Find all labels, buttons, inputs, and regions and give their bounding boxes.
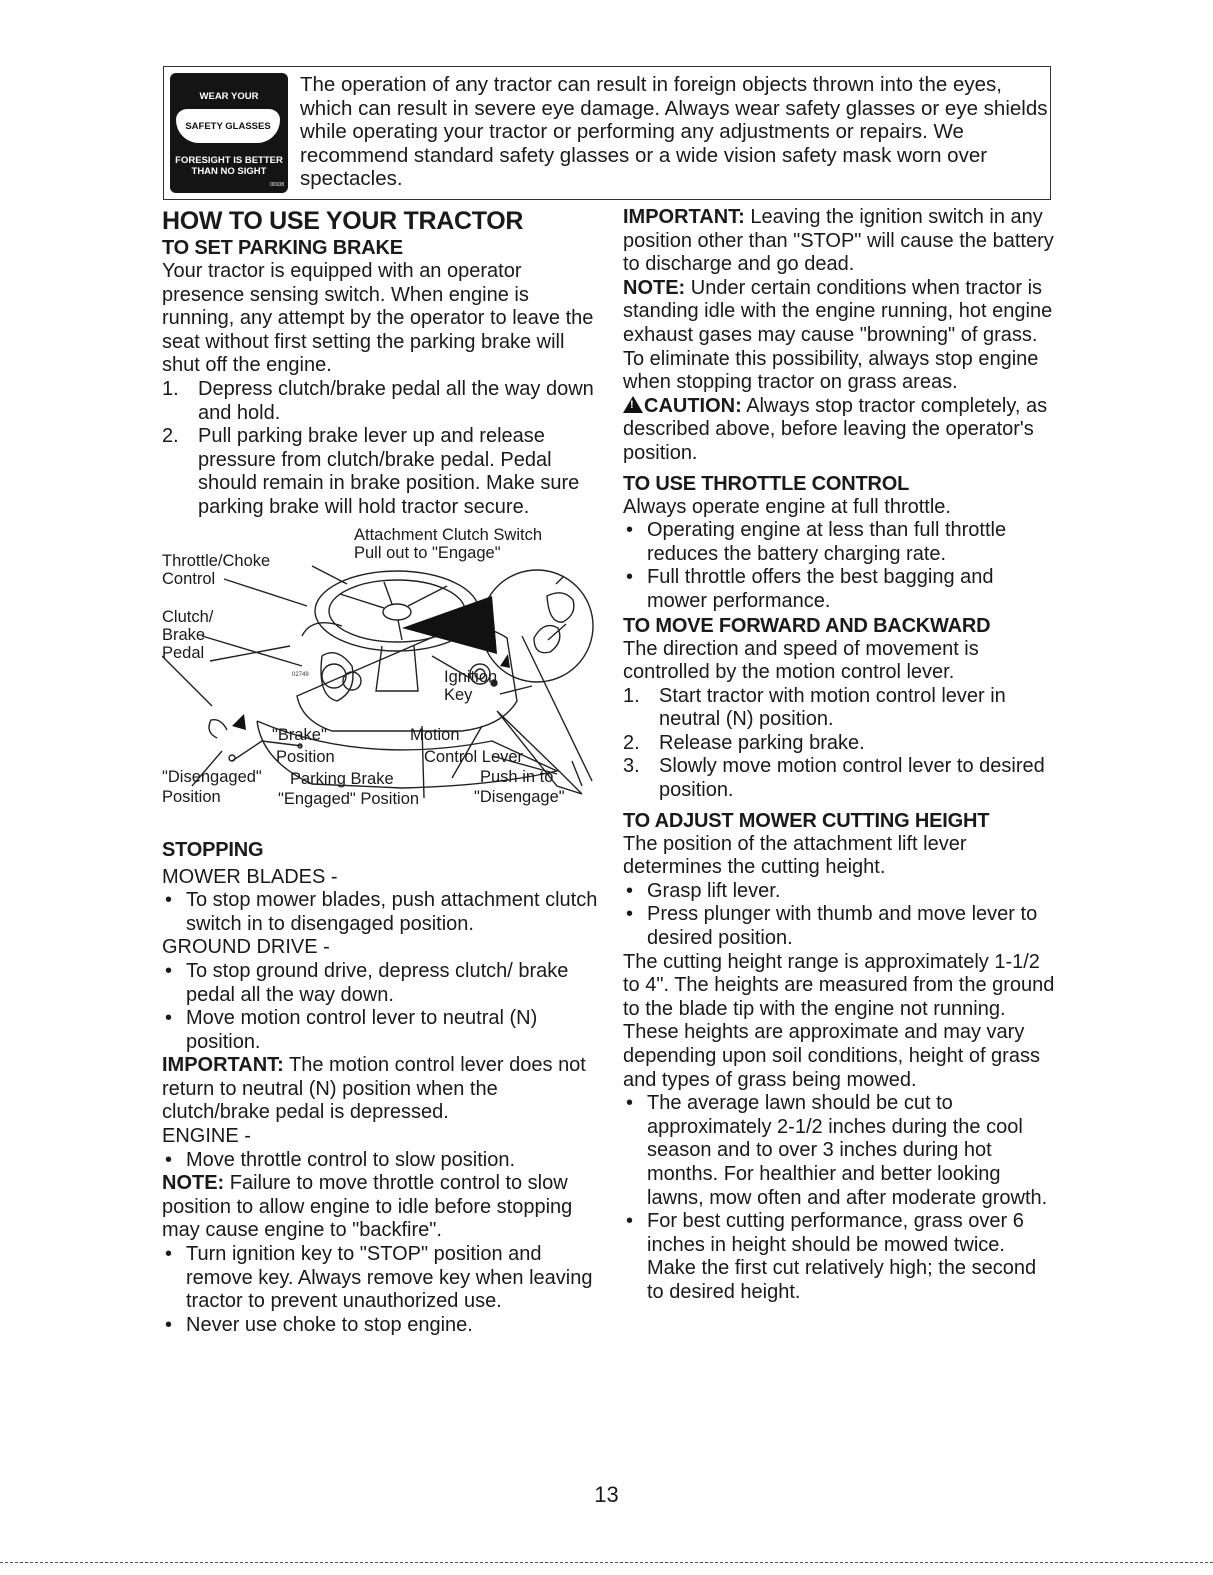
step-text: Start tractor with motion control lever in neutral (N) position. bbox=[659, 684, 1006, 731]
tractor-controls-figure bbox=[162, 526, 602, 846]
list-item bbox=[623, 732, 1055, 756]
important-paragraph bbox=[162, 1054, 600, 1125]
bullet-text: To stop ground drive, depress clutch/ brake pedal all the way down. bbox=[186, 959, 569, 1006]
step-number: 3. bbox=[623, 755, 640, 778]
step-number: 1. bbox=[162, 377, 179, 400]
throttle-heading: TO USE THROTTLE CONTROL bbox=[623, 472, 910, 495]
throttle-intro: Always operate engine at full throttle. bbox=[623, 495, 951, 518]
label-disengaged-position: Position bbox=[162, 787, 221, 806]
list-item: • Full throttle offers the best bagging and mower performance. bbox=[626, 566, 994, 612]
label-attachment-clutch-switch: Attachment Clutch Switch bbox=[354, 525, 542, 544]
list-item bbox=[623, 685, 1055, 732]
engine-label: ENGINE - bbox=[162, 1125, 251, 1148]
safety-glasses-badge bbox=[170, 73, 288, 193]
label-pull-out-engage: Pull out to "Engage" bbox=[354, 543, 501, 562]
height-intro: The position of the attachment lift lever determines the cutting height. bbox=[623, 832, 967, 879]
label-push-in-to: Push in to bbox=[480, 767, 554, 786]
label-ignition: Ignition bbox=[444, 667, 498, 686]
parking-brake-heading: TO SET PARKING BRAKE bbox=[162, 237, 403, 259]
left-column bbox=[162, 206, 600, 1337]
note-paragraph bbox=[162, 1172, 600, 1243]
label-control: Control bbox=[162, 569, 216, 588]
move-steps bbox=[623, 685, 1055, 803]
figure-code: 02749 bbox=[292, 671, 309, 678]
bullet-text: Press plunger with thumb and move lever to desired position. bbox=[647, 903, 1038, 950]
throttle-list bbox=[623, 519, 1055, 613]
label-brake: Brake bbox=[162, 625, 206, 644]
label-parking-brake: Parking Brake bbox=[290, 769, 394, 788]
list-item bbox=[162, 425, 600, 519]
badge-line-4: THAN NO SIGHT bbox=[191, 166, 267, 177]
list-item: • To stop ground drive, depress clutch/ brake pedal all the way down. bbox=[165, 959, 569, 1006]
step-text: Release parking brake. bbox=[659, 731, 865, 754]
list-item: • Move throttle control to slow position. bbox=[165, 1148, 516, 1171]
mower-blades-list bbox=[162, 889, 600, 936]
bullet-text: Never use choke to stop engine. bbox=[186, 1313, 473, 1336]
label-engaged-position: "Engaged" Position bbox=[278, 789, 420, 808]
list-item: • Grasp lift lever. bbox=[626, 879, 781, 902]
parking-brake-steps bbox=[162, 378, 600, 520]
badge-line-1: WEAR YOUR bbox=[199, 91, 259, 102]
important-label: IMPORTANT: bbox=[623, 206, 745, 228]
engine-list bbox=[162, 1149, 600, 1173]
list-item: • To stop mower blades, push attachment clutch switch in to disengaged position. bbox=[165, 889, 598, 935]
caution-text: Always stop tractor completely, as described above, before leaving the operator's position. bbox=[623, 394, 1048, 464]
height-list bbox=[623, 880, 1055, 951]
list-item: • The average lawn should be cut to approximately 2-1/2 inches during the cool season and to over 3 inches during hot months. For healthier and better looking lawns, mow often and after moderate growth. bbox=[626, 1092, 1048, 1209]
bullet-text: Grasp lift lever. bbox=[647, 879, 781, 902]
note-text: Under certain conditions when tractor is standing idle with the engine running, hot engine exhaust gases may cause "browning" of grass. To eliminate this possibility, always stop engine when stopping tractor on grass areas. bbox=[623, 276, 1053, 394]
note-paragraph bbox=[623, 277, 1055, 395]
safety-glasses-icon bbox=[176, 109, 280, 143]
badge-line-3: FORESIGHT IS BETTER bbox=[175, 155, 283, 166]
engine-list-2 bbox=[162, 1243, 600, 1337]
step-text: Depress clutch/brake pedal all the way down and hold. bbox=[198, 377, 594, 424]
important-label: IMPORTANT: bbox=[162, 1054, 284, 1077]
step-number: 2. bbox=[162, 425, 179, 448]
label-pedal: Pedal bbox=[162, 643, 205, 662]
label-disengage: "Disengage" bbox=[474, 787, 565, 806]
bullet-text: Operating engine at less than full throttle reduces the battery charging rate. bbox=[647, 519, 1007, 565]
mower-blades-label: MOWER BLADES - bbox=[162, 865, 338, 888]
badge-line-2: SAFETY GLASSES bbox=[185, 121, 271, 132]
section-title: HOW TO USE YOUR TRACTOR bbox=[162, 207, 524, 235]
step-text: Pull parking brake lever up and release pressure from clutch/brake pedal. Pedal should remain in brake position. Make sure parking brake will hold tractor secure. bbox=[198, 425, 580, 518]
stopping-heading: STOPPING bbox=[162, 838, 264, 861]
caution-label: CAUTION: bbox=[644, 394, 742, 417]
list-item: • Move motion control lever to neutral (N) position. bbox=[165, 1007, 538, 1053]
right-column bbox=[623, 206, 1055, 1305]
label-key: Key bbox=[444, 685, 473, 704]
caution-paragraph bbox=[623, 395, 1055, 466]
ground-drive-list bbox=[162, 960, 600, 1054]
label-disengaged: "Disengaged" bbox=[162, 767, 262, 786]
parking-brake-intro: Your tractor is equipped with an operator presence sensing switch. When engine is running, any attempt by the operator to leave the seat without first setting the parking brake will shut off the engine. bbox=[162, 260, 594, 377]
page-number: 13 bbox=[594, 1482, 619, 1507]
list-item: • Turn ignition key to "STOP" position and remove key. Always remove key when leaving tractor to prevent unauthorized use. bbox=[165, 1243, 593, 1313]
label-clutch: Clutch/ bbox=[162, 607, 214, 626]
bullet-text: To stop mower blades, push attachment clutch switch in to disengaged position. bbox=[186, 889, 598, 935]
height-range: The cutting height range is approximately 1-1/2 to 4". The heights are measured from the ground to the blade tip with the engine not running. These heights are approximate and may vary depending upon soil conditions, height of grass and types of grass being mowed. bbox=[623, 950, 1055, 1091]
note-label: NOTE: bbox=[162, 1172, 225, 1195]
bullet-text: Move throttle control to slow position. bbox=[186, 1148, 516, 1171]
list-item: • Never use choke to stop engine. bbox=[165, 1313, 473, 1336]
list-item bbox=[623, 755, 1055, 802]
label-motion: Motion bbox=[410, 725, 460, 744]
bullet-text: For best cutting performance, grass over 6 inches in height should be mowed twice. Make the first cut relatively high; the second to desired height. bbox=[647, 1210, 1037, 1303]
important-text: The motion control lever does not return to neutral (N) position when the clutch/brake pedal is depressed. bbox=[162, 1054, 586, 1124]
ground-drive-label: GROUND DRIVE - bbox=[162, 936, 330, 959]
note-text: Failure to move throttle control to slow position to allow engine to idle before stopping may cause engine to "backfire". bbox=[162, 1172, 573, 1242]
list-item: • Press plunger with thumb and move lever to desired position. bbox=[626, 903, 1038, 950]
list-item: • For best cutting performance, grass over 6 inches in height should be mowed twice. Make the first cut relatively high; the second to desired height. bbox=[626, 1210, 1037, 1303]
important-text: Leaving the ignition switch in any position other than "STOP" will cause the battery to discharge and go dead. bbox=[623, 206, 1054, 276]
bullet-text: Move motion control lever to neutral (N) position. bbox=[186, 1007, 538, 1053]
step-text: Slowly move motion control lever to desired position. bbox=[659, 755, 1045, 802]
caution-triangle-icon bbox=[623, 396, 643, 413]
safety-warning-text: The operation of any tractor can result in foreign objects thrown into the eyes, which can result in severe eye damage. Always wear safety glasses or eye shields while operating your tractor or performing any adjustments or repairs. We recommend standard safety glasses or a wide vision safety mask worn over spectacles. bbox=[300, 73, 1048, 190]
bullet-text: Full throttle offers the best bagging and mower performance. bbox=[647, 566, 994, 612]
safety-warning-box bbox=[163, 66, 1051, 200]
label-position: Position bbox=[276, 747, 335, 766]
label-control-lever: Control Lever bbox=[424, 747, 524, 766]
bullet-text: Turn ignition key to "STOP" position and remove key. Always remove key when leaving tractor to prevent unauthorized use. bbox=[186, 1243, 593, 1313]
height-heading: TO ADJUST MOWER CUTTING HEIGHT bbox=[623, 809, 990, 832]
height-list-2 bbox=[623, 1092, 1055, 1304]
label-throttle-choke: Throttle/Choke bbox=[162, 551, 271, 570]
badge-code: 00108 bbox=[270, 182, 284, 188]
step-number: 2. bbox=[623, 731, 640, 754]
bullet-text: The average lawn should be cut to approximately 2-1/2 inches during the cool season and to over 3 inches during hot months. For healthier and better looking lawns, mow often and after moderate growth. bbox=[647, 1092, 1048, 1209]
footer-divider bbox=[0, 1562, 1213, 1563]
step-number: 1. bbox=[623, 684, 640, 707]
label-brake-position: "Brake" bbox=[272, 725, 327, 744]
note-label: NOTE: bbox=[623, 276, 686, 299]
important-paragraph bbox=[623, 206, 1055, 277]
move-heading: TO MOVE FORWARD AND BACKWARD bbox=[623, 614, 991, 637]
list-item bbox=[162, 378, 600, 425]
list-item: • Operating engine at less than full throttle reduces the battery charging rate. bbox=[626, 519, 1007, 565]
move-intro: The direction and speed of movement is controlled by the motion control lever. bbox=[623, 637, 979, 684]
